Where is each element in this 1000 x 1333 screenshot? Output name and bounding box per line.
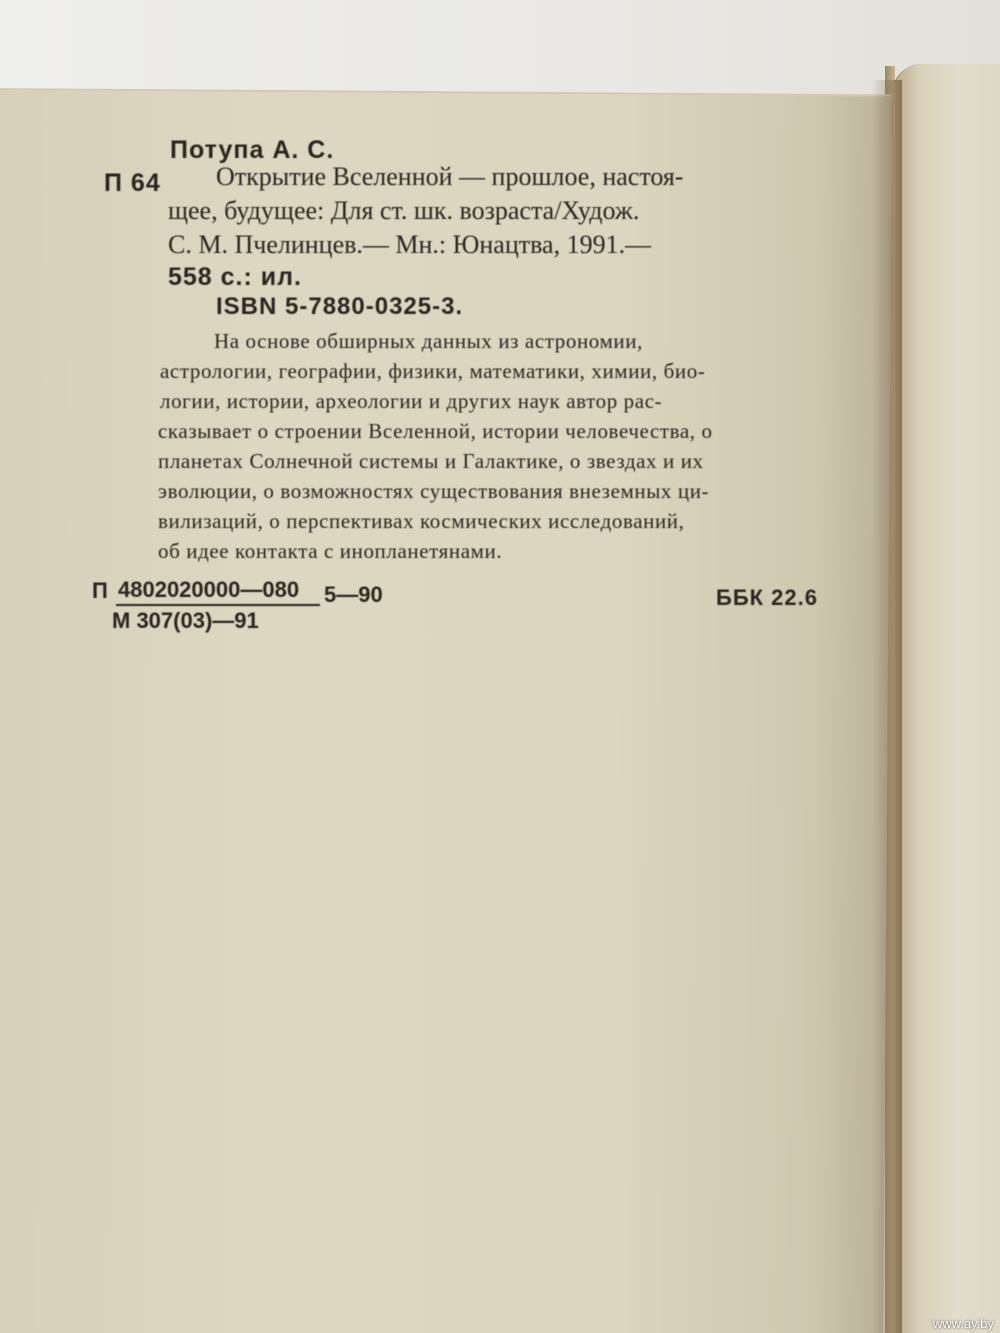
annotation-line-1: На основе обширных данных из астрономии, — [214, 329, 643, 353]
annotation-line-6: эволюции, о возможностях существования внеземных ци- — [158, 479, 710, 503]
annotation-line-4: сказывает о строении Вселенной, истории человечества, о — [158, 419, 713, 443]
index-denominator: М 307(03)—91 — [112, 608, 259, 633]
annotation-line-7: вилизаций, о перспективах космических исследований, — [158, 509, 685, 533]
title-line-2: щее, будущее: Для ст. шк. возраста/Худож. — [168, 196, 640, 225]
annotation-line-2: астрологии, географии, физики, математики, химии, био- — [160, 359, 706, 383]
call-number: П 64 — [104, 169, 161, 197]
index-numerator: 4802020000—080 — [118, 577, 300, 602]
index-prefix: П — [92, 578, 108, 603]
annotation-line-8: об идее контакта с инопланетянами. — [158, 539, 503, 563]
title-line-1: Открытие Вселенной — прошлое, настоя- — [216, 162, 684, 191]
annotation-line-3: логии, истории, археологии и других наук автор рас- — [160, 389, 663, 413]
bbk-code: ББК 22.6 — [716, 585, 818, 610]
watermark: www.ay.by — [932, 1316, 994, 1331]
fraction-bar — [116, 604, 320, 606]
author-line: Потупа А. С. — [170, 136, 335, 164]
title-line-4: 558 с.: ил. — [168, 263, 302, 291]
annotation-line-5: планетах Солнечной системы и Галактике, о звездах и их — [158, 449, 704, 473]
title-line-3: С. М. Пчелинцев.— Мн.: Юнацтва, 1991.— — [168, 230, 652, 259]
isbn: ISBN 5-7880-0325-3. — [216, 293, 464, 320]
index-suffix: 5—90 — [324, 582, 383, 607]
